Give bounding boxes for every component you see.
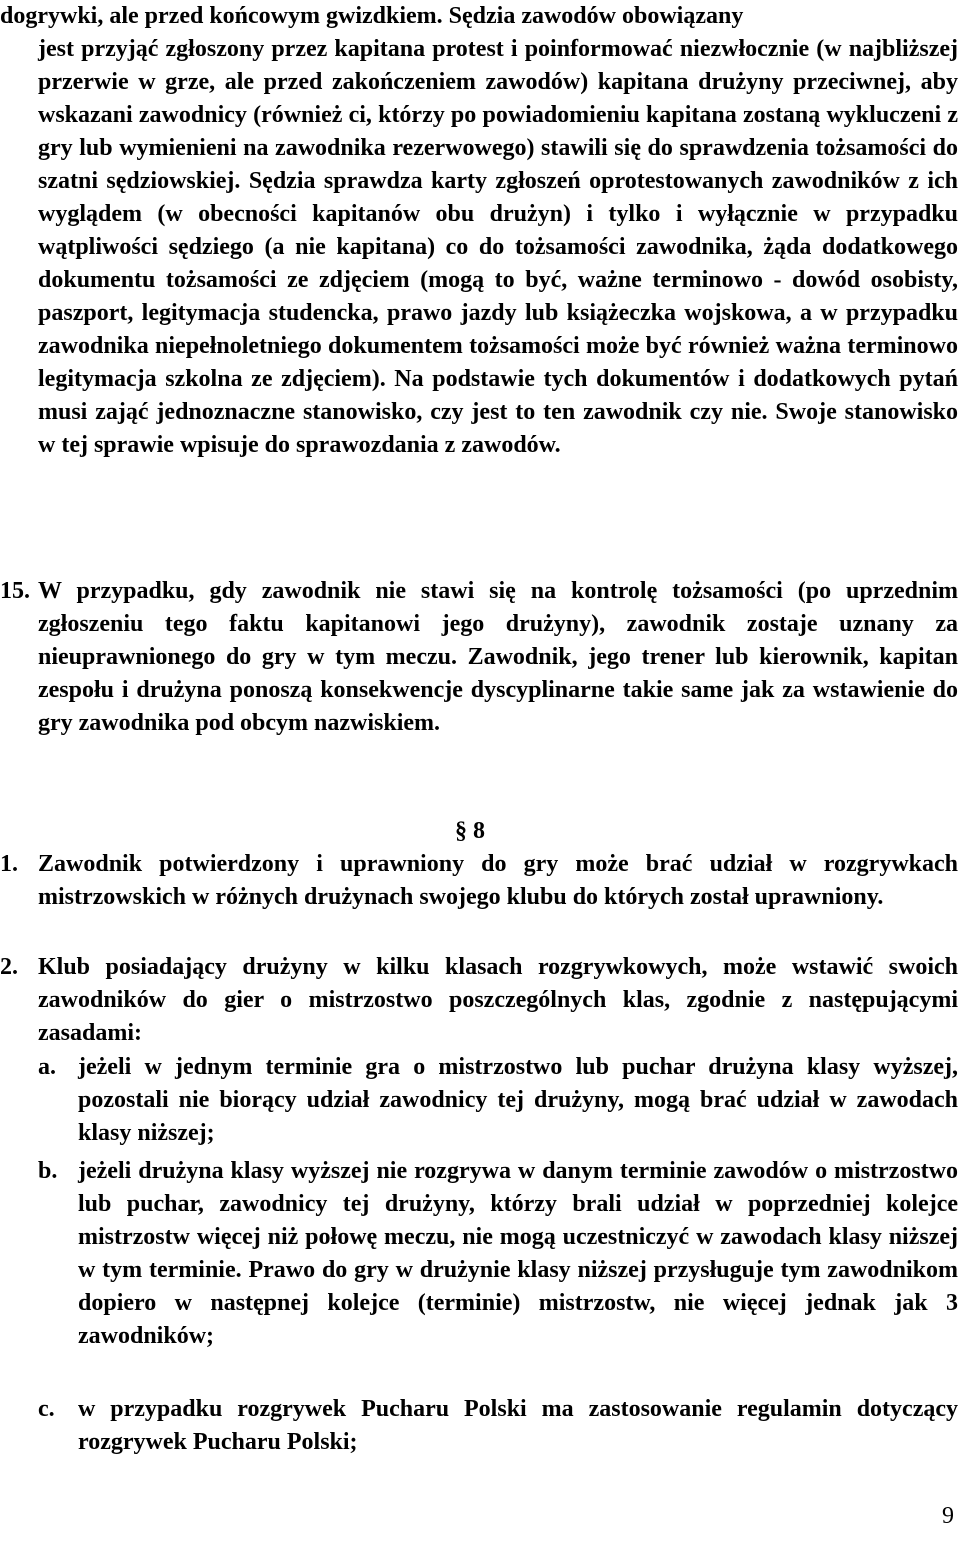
intro-paragraph: [0, 0, 960, 33]
sub-item-a: [38, 1051, 958, 1150]
list-item-text: W przypadku, gdy zawodnik nie stawi się na kontrolę tożsamości (po uprzednim zgłoszeniu tego faktu kapitanowi jego drużyny), zawodnik zostaje uznany za nieuprawnionego do gry w tym meczu. Zawodnik, jego trener lub kierownik, kapitan zespołu i drużyna ponoszą konsekwencje dyscyplinarne takie same jak za wstawienie do gry zawodnika pod obcym nazwiskiem.: [38, 578, 958, 736]
intro-continuation: jest przyjąć zgłoszony przez kapitana protest i poinformować niezwłocznie (w najbliższej przerwie w grze, ale przed zakończeniem zawodów) kapitana drużyny przeciwnej, aby wskazani zawodnicy (również ci, którzy po powiadomieniu kapitana zostaną wykluczeni z gry lub wymienieni na zawodnika rezerwowego) stawili się do sprawdzenia tożsamości do szatni sędziowskiej. Sędzia sprawdza karty zgłoszeń oprotestowanych zawodników z ich wyglądem (w obecności kapitanów obu drużyn) i tylko i wyłącznie w przypadku wątpliwości sędziego (a nie kapitana) co do tożsamości zawodnika, żąda dodatkowego dokumentu tożsamości ze zdjęciem (mogą to być, ważne terminowo - dowód osobisty, paszport, legitymacja studencka, prawo jazdy lub książeczka wojskowa, a w przypadku zawodnika niepełnoletniego dokumentem tożsamości może być również ważna terminowo legitymacja szkolna ze zdjęciem). Na podstawie tych dokumentów i dodatkowych pytań musi zająć jednoznaczne stanowisko, czy jest to ten zawodnik czy nie. Swoje stanowisko w tej sprawie wpisuje do sprawozdania z zawodów.: [38, 36, 958, 458]
sub-item-text: jeżeli w jednym terminie gra o mistrzostwo lub puchar drużyna klasy wyższej, pozostali nie biorący udział zawodnicy tej drużyny, mogą brać udział w zawodach klasy niższej;: [78, 1054, 958, 1146]
sub-item-b: [38, 1155, 958, 1353]
sub-item-text: jeżeli drużyna klasy wyższej nie rozgrywa w danym terminie zawodów o mistrzostwo lub puchar, zawodnicy tej drużyny, którzy brali udział w poprzedniej kolejce mistrzostw więcej niż połowę meczu, nie mogą uczestniczyć w zawodach klasy niższej w tym terminie. Prawo do gry w drużynie klasy niższej przysługuje tym zawodnikom dopiero w następnej kolejce (terminie) mistrzostw, nie więcej jednak jak 3 zawodników;: [78, 1158, 958, 1349]
sub-item-letter: b.: [38, 1158, 58, 1184]
sub-item-letter: a.: [38, 1054, 56, 1080]
sub-item-text: w przypadku rozgrywek Pucharu Polski ma zastosowanie regulamin dotyczący rozgrywek Pucharu Polski;: [78, 1396, 958, 1455]
list-item-number: 2.: [0, 954, 18, 980]
list-item-number: 15.: [0, 578, 30, 604]
intro-first-line: dogrywki, ale przed końcowym gwizdkiem. Sędzia zawodów obowiązany: [0, 3, 744, 29]
list-item-1: [0, 848, 960, 914]
list-item-2: [0, 951, 960, 1050]
page-number: 9: [942, 1503, 954, 1529]
sub-item-letter: c.: [38, 1396, 55, 1422]
sub-item-c: [38, 1393, 958, 1459]
list-item-text: Zawodnik potwierdzony i uprawniony do gry może brać udział w rozgrywkach mistrzowskich w różnych drużynach swojego klubu do których został uprawniony.: [38, 851, 958, 910]
section-heading: § 8: [455, 818, 485, 844]
list-item-number: 1.: [0, 851, 18, 877]
list-item-text: Klub posiadający drużyny w kilku klasach rozgrywkowych, może wstawić swoich zawodników do gier o mistrzostwo poszczególnych klas, zgodnie z następującymi zasadami:: [38, 954, 958, 1046]
list-item-15: [0, 575, 960, 740]
